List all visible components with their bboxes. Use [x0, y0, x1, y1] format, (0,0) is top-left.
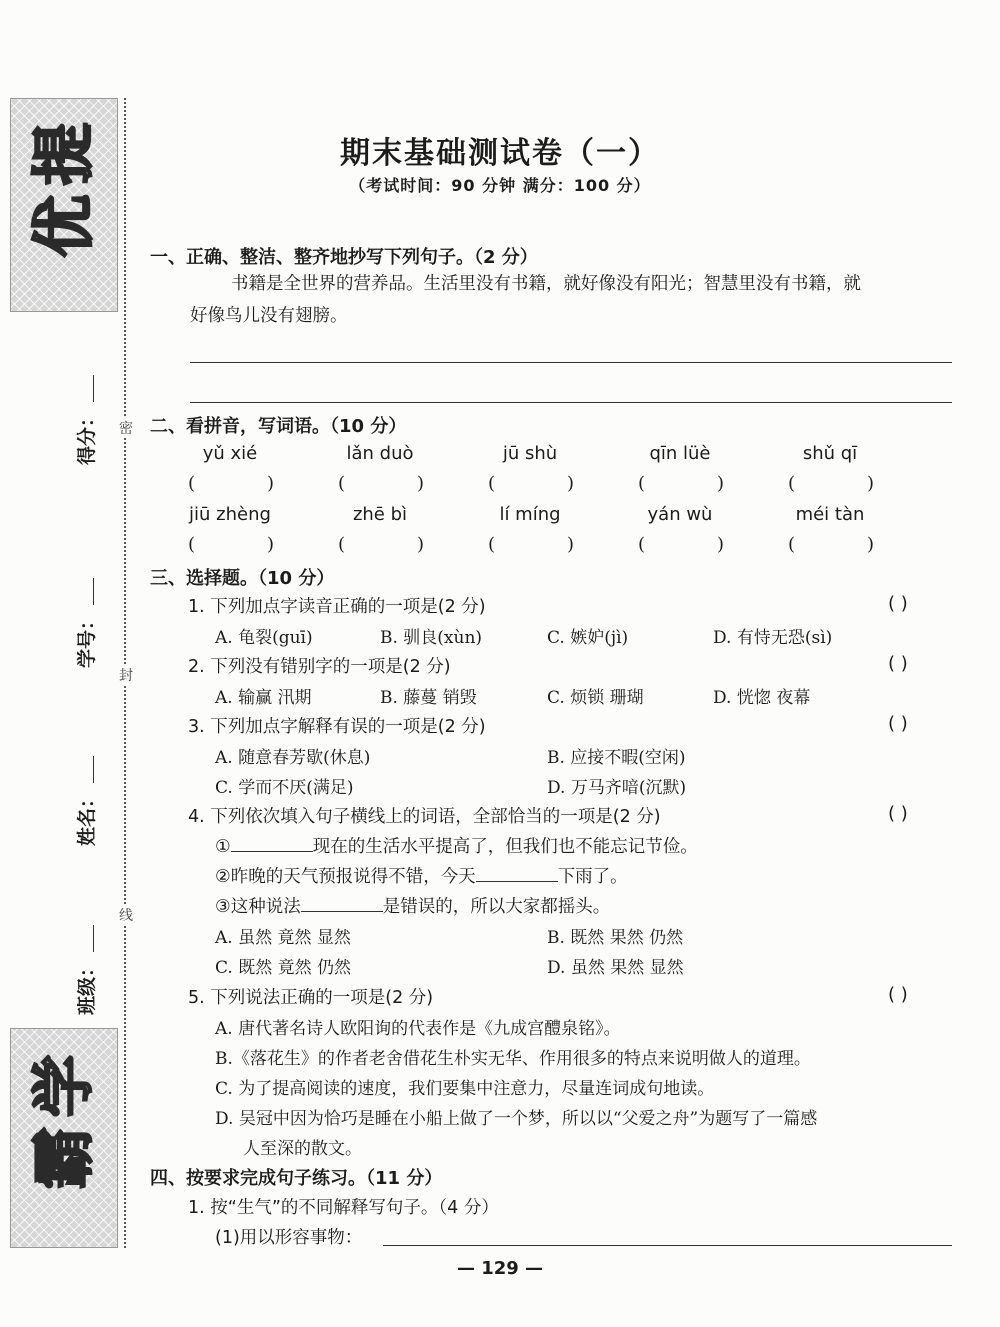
q3-stem: 3. 下列加点字解释有误的一项是(2 分) — [188, 717, 486, 737]
q4-s1-suffix: 现在的生活水平提高了，但我们也不能忘记节俭。 — [312, 837, 698, 857]
paren-close: ) — [416, 534, 424, 555]
section-4-heading: 四、按要求完成句子练习。（11 分） — [150, 1168, 443, 1189]
answer-box-7[interactable] — [338, 534, 424, 555]
cut-mark-close: 封 — [116, 665, 136, 685]
q4-blank-2[interactable] — [476, 863, 558, 882]
q4-s2-suffix: 下雨了。 — [557, 867, 628, 887]
q4-blank-1[interactable] — [231, 833, 313, 852]
pinyin-1: yǔ xié — [202, 443, 258, 464]
q5-stem: 5. 下列说法正确的一项是(2 分) — [188, 988, 434, 1008]
answer-box-1[interactable] — [188, 473, 274, 494]
answer-box-10[interactable] — [788, 534, 874, 555]
q4-option-c[interactable]: C. 既然 竟然 仍然 — [215, 958, 352, 978]
student-id-field[interactable] — [70, 578, 100, 668]
paren-open: ( — [788, 473, 796, 494]
q2-option-a[interactable]: A. 输赢 汛期 — [215, 688, 312, 708]
answer-box-3[interactable] — [488, 473, 574, 494]
bottom-banner-char-1: 学 — [26, 1054, 100, 1118]
q5-option-d-line-1[interactable]: D. 吴冠中因为恰巧是睡在小船上做了一个梦，所以以“父爱之舟”为题写了一篇感 — [215, 1109, 818, 1129]
paren-close: ) — [416, 473, 424, 494]
class-field[interactable] — [70, 925, 100, 1015]
name-line — [77, 756, 94, 783]
paren-open: ( — [638, 534, 646, 555]
q1-stem: 1. 下列加点字读音正确的一项是(2 分) — [188, 597, 486, 617]
paren-close: ) — [266, 473, 274, 494]
score-line — [77, 375, 94, 402]
pinyin-8: lí míng — [499, 504, 561, 525]
section-2-heading: 二、看拼音，写词语。（10 分） — [150, 416, 407, 437]
bottom-banner-text — [24, 1050, 104, 1194]
page-number: — 129 — — [456, 1258, 544, 1279]
q4-option-a[interactable]: A. 虽然 竟然 显然 — [215, 928, 351, 948]
paren-close: ) — [866, 473, 874, 494]
paren-open: ( — [638, 473, 646, 494]
class-line — [77, 925, 94, 952]
q1-option-c[interactable]: C. 嫉妒(jì) — [547, 628, 629, 648]
cut-mark-seal: 密 — [116, 418, 136, 438]
q2-answer-paren[interactable]: ( ) — [888, 653, 908, 674]
paren-close: ) — [566, 473, 574, 494]
pinyin-3: jū shù — [502, 443, 558, 464]
q5-option-d-line-2[interactable]: 人至深的散文。 — [243, 1139, 362, 1159]
q5-option-a[interactable]: A. 唐代著名诗人欧阳询的代表作是《九成宫醴泉铭》。 — [215, 1019, 621, 1039]
paren-open: ( — [188, 534, 196, 555]
q3-answer-paren[interactable]: ( ) — [888, 713, 908, 734]
q4-s1-prefix: ① — [215, 837, 231, 857]
name-label: 姓名： — [75, 788, 98, 846]
copy-sentence-line-2: 好像鸟儿没有翅膀。 — [190, 306, 348, 326]
paren-open: ( — [338, 473, 346, 494]
q4-sentence-3 — [215, 893, 610, 918]
q1-option-b[interactable]: B. 驯良(xùn) — [380, 628, 483, 648]
paren-open: ( — [188, 473, 196, 494]
s4-q1-1-answer-line[interactable] — [383, 1245, 952, 1246]
class-label: 班级： — [75, 957, 98, 1015]
answer-box-5[interactable] — [788, 473, 874, 494]
pinyin-6: jiū zhèng — [189, 504, 271, 525]
answer-box-8[interactable] — [488, 534, 574, 555]
q4-stem: 4. 下列依次填入句子横线上的词语，全部恰当的一项是(2 分) — [188, 807, 661, 827]
student-id-label: 学号： — [75, 610, 98, 668]
q3-option-a[interactable]: A. 随意春芳歇(休息) — [215, 748, 371, 768]
student-id-line — [77, 578, 94, 605]
pinyin-9: yán wù — [647, 504, 713, 525]
q4-option-b[interactable]: B. 既然 果然 仍然 — [547, 928, 684, 948]
paren-close: ) — [566, 534, 574, 555]
q2-option-b[interactable]: B. 藤蔓 销毁 — [380, 688, 477, 708]
paren-close: ) — [716, 473, 724, 494]
paren-open: ( — [488, 473, 496, 494]
paren-open: ( — [788, 534, 796, 555]
q4-sentence-1 — [215, 833, 698, 858]
q4-sentence-2 — [215, 863, 628, 888]
paren-close: ) — [266, 534, 274, 555]
paren-open: ( — [488, 534, 496, 555]
pinyin-5: shǔ qī — [802, 443, 858, 464]
q3-option-d[interactable]: D. 万马齐喑(沉默) — [547, 778, 687, 798]
q4-s3-prefix: ③这种说法 — [215, 897, 301, 917]
top-banner-char-1: 提 — [26, 122, 100, 186]
section-1-heading: 一、正确、整洁、整齐地抄写下列句子。（2 分） — [150, 247, 538, 268]
q2-option-c[interactable]: C. 烦锁 珊瑚 — [547, 688, 644, 708]
exam-info: （考试时间：90 分钟 满分：100 分） — [349, 176, 651, 195]
q1-answer-paren[interactable]: ( ) — [888, 593, 908, 614]
answer-box-6[interactable] — [188, 534, 274, 555]
pinyin-4: qīn lüè — [649, 443, 711, 464]
q4-answer-paren[interactable]: ( ) — [888, 803, 908, 824]
pinyin-2: lǎn duò — [346, 443, 414, 464]
answer-box-4[interactable] — [638, 473, 724, 494]
paren-close: ) — [866, 534, 874, 555]
q5-option-b[interactable]: B.《落花生》的作者老舍借花生朴实无华、作用很多的特点来说明做人的道理。 — [215, 1049, 811, 1069]
s4-q1-stem: 1. 按“生气”的不同解释写句子。（4 分） — [188, 1198, 499, 1218]
q5-answer-paren[interactable]: ( ) — [888, 984, 908, 1005]
copy-answer-line-1[interactable] — [190, 362, 952, 363]
answer-box-2[interactable] — [338, 473, 424, 494]
q2-stem: 2. 下列没有错别字的一项是(2 分) — [188, 657, 451, 677]
pinyin-10: méi tàn — [795, 504, 865, 525]
top-banner-char-2: 优 — [26, 194, 100, 258]
score-field[interactable] — [70, 375, 100, 465]
q1-option-d[interactable]: D. 有恃无恐(sì) — [713, 628, 833, 648]
q2-option-d[interactable]: D. 恍惚 夜幕 — [713, 688, 811, 708]
page-title: 期末基础测试卷（一） — [340, 136, 660, 171]
copy-answer-line-2[interactable] — [190, 402, 952, 403]
answer-box-9[interactable] — [638, 534, 724, 555]
cut-mark-line: 线 — [116, 905, 136, 925]
paren-open: ( — [338, 534, 346, 555]
bottom-banner-char-2: 霸 — [26, 1126, 100, 1190]
q4-s2-prefix: ②昨晚的天气预报说得不错，今天 — [215, 867, 476, 887]
q3-option-c[interactable]: C. 学而不厌(满足) — [215, 778, 354, 798]
q5-option-c[interactable]: C. 为了提高阅读的速度，我们要集中注意力，尽量连词成句地读。 — [215, 1079, 715, 1099]
section-3-heading: 三、选择题。（10 分） — [150, 568, 335, 589]
pinyin-7: zhē bì — [352, 504, 408, 525]
score-label: 得分： — [75, 407, 98, 465]
name-field[interactable] — [70, 756, 100, 846]
q1-option-a[interactable]: A. 龟裂(guī) — [215, 628, 313, 648]
paren-close: ) — [716, 534, 724, 555]
q4-s3-suffix: 是错误的，所以大家都摇头。 — [382, 897, 611, 917]
s4-q1-1-prompt: (1)用以形容事物： — [215, 1228, 363, 1248]
q4-blank-3[interactable] — [301, 893, 383, 912]
q4-option-d[interactable]: D. 虽然 果然 显然 — [547, 958, 684, 978]
copy-sentence-line-1: 书籍是全世界的营养品。生活里没有书籍，就好像没有阳光；智慧里没有书籍，就 — [231, 274, 861, 294]
q3-option-b[interactable]: B. 应接不暇(空闲) — [547, 748, 686, 768]
